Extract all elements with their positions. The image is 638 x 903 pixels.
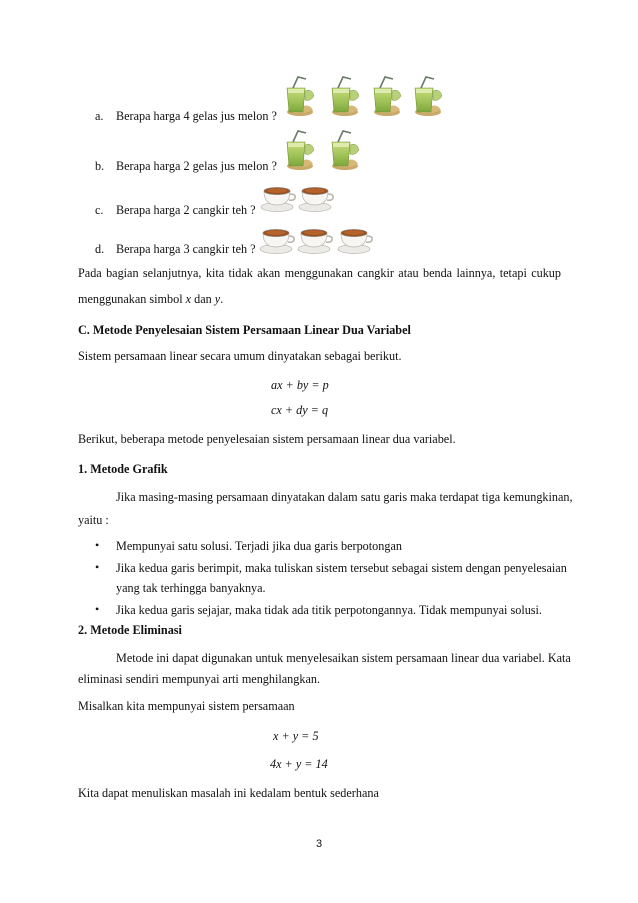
question-d-text: Berapa harga 3 cangkir teh ? [116, 242, 256, 256]
melon-juice-glass-icon [324, 76, 360, 118]
grafik-heading: 1. Metode Grafik [78, 462, 168, 476]
melon-juice-glass-icon [407, 76, 443, 118]
tea-cup-icon [337, 222, 373, 254]
tea-cup-icon [259, 222, 295, 254]
general-equation-2: cx + dy = q [271, 403, 329, 417]
eliminasi-example-intro: Misalkan kita mempunyai sistem persamaan [78, 699, 295, 713]
grafik-paragraph-line-2: yaitu : [78, 513, 109, 527]
question-c-text: Berapa harga 2 cangkir teh ? [116, 203, 256, 217]
tea-cup-icon [297, 222, 333, 254]
eliminasi-equation-2: 4x + y = 14 [270, 757, 328, 771]
question-c-marker: c. [95, 203, 104, 217]
melon-juice-glass-icon [324, 130, 360, 172]
question-a-text: Berapa harga 4 gelas jus melon ? [116, 109, 277, 123]
general-intro: Sistem persamaan linear secara umum dinyatakan sebagai berikut. [78, 349, 402, 363]
eliminasi-equation-1: x + y = 5 [273, 729, 319, 743]
question-d-marker: d. [95, 242, 105, 256]
bullet-dot: • [95, 560, 100, 574]
melon-juice-glass-icon [279, 76, 315, 118]
tea-cup-icon [298, 180, 334, 212]
grafik-bullet-3: Jika kedua garis sejajar, maka tidak ada titik perpotongannya. Tidak mempunyai solusi. [116, 603, 542, 617]
eliminasi-closing: Kita dapat menuliskan masalah ini kedalam bentuk sederhana [78, 786, 379, 800]
eliminasi-paragraph-line-2: eliminasi sendiri mempunyai arti menghilangkan. [78, 672, 321, 686]
grafik-bullet-2-line-2: yang tak terhingga banyaknya. [116, 581, 266, 595]
methods-intro: Berikut, beberapa metode penyelesaian sistem persamaan linear dua variabel. [78, 432, 456, 446]
general-equation-1: ax + by = p [271, 378, 329, 392]
page-number: 3 [316, 838, 323, 850]
bullet-dot: • [95, 538, 100, 552]
melon-juice-glass-icon [366, 76, 402, 118]
eliminasi-heading: 2. Metode Eliminasi [78, 623, 182, 637]
section-c-heading: C. Metode Penyelesaian Sistem Persamaan Linear Dua Variabel [78, 323, 411, 337]
grafik-bullet-2-line-1: Jika kedua garis berimpit, maka tuliskan sistem tersebut sebagai sistem dengan penyelesaian [116, 561, 567, 575]
intro-line-2: menggunakan simbol x dan y. [78, 292, 224, 306]
tea-cup-icon [260, 180, 296, 212]
question-a-marker: a. [95, 109, 104, 123]
grafik-bullet-1: Mempunyai satu solusi. Terjadi jika dua garis berpotongan [116, 539, 402, 553]
bullet-dot: • [95, 602, 100, 616]
eliminasi-paragraph-line-1: Metode ini dapat digunakan untuk menyelesaikan sistem persamaan linear dua variabel. Kata [116, 651, 571, 665]
question-b-marker: b. [95, 159, 105, 173]
melon-juice-glass-icon [279, 130, 315, 172]
question-b-text: Berapa harga 2 gelas jus melon ? [116, 159, 277, 173]
intro-line-1: Pada bagian selanjutnya, kita tidak akan menggunakan cangkir atau benda lainnya, tetapi cukup [78, 266, 561, 280]
grafik-paragraph-line-1: Jika masing-masing persamaan dinyatakan dalam satu garis maka terdapat tiga kemungkinan, [116, 490, 573, 504]
